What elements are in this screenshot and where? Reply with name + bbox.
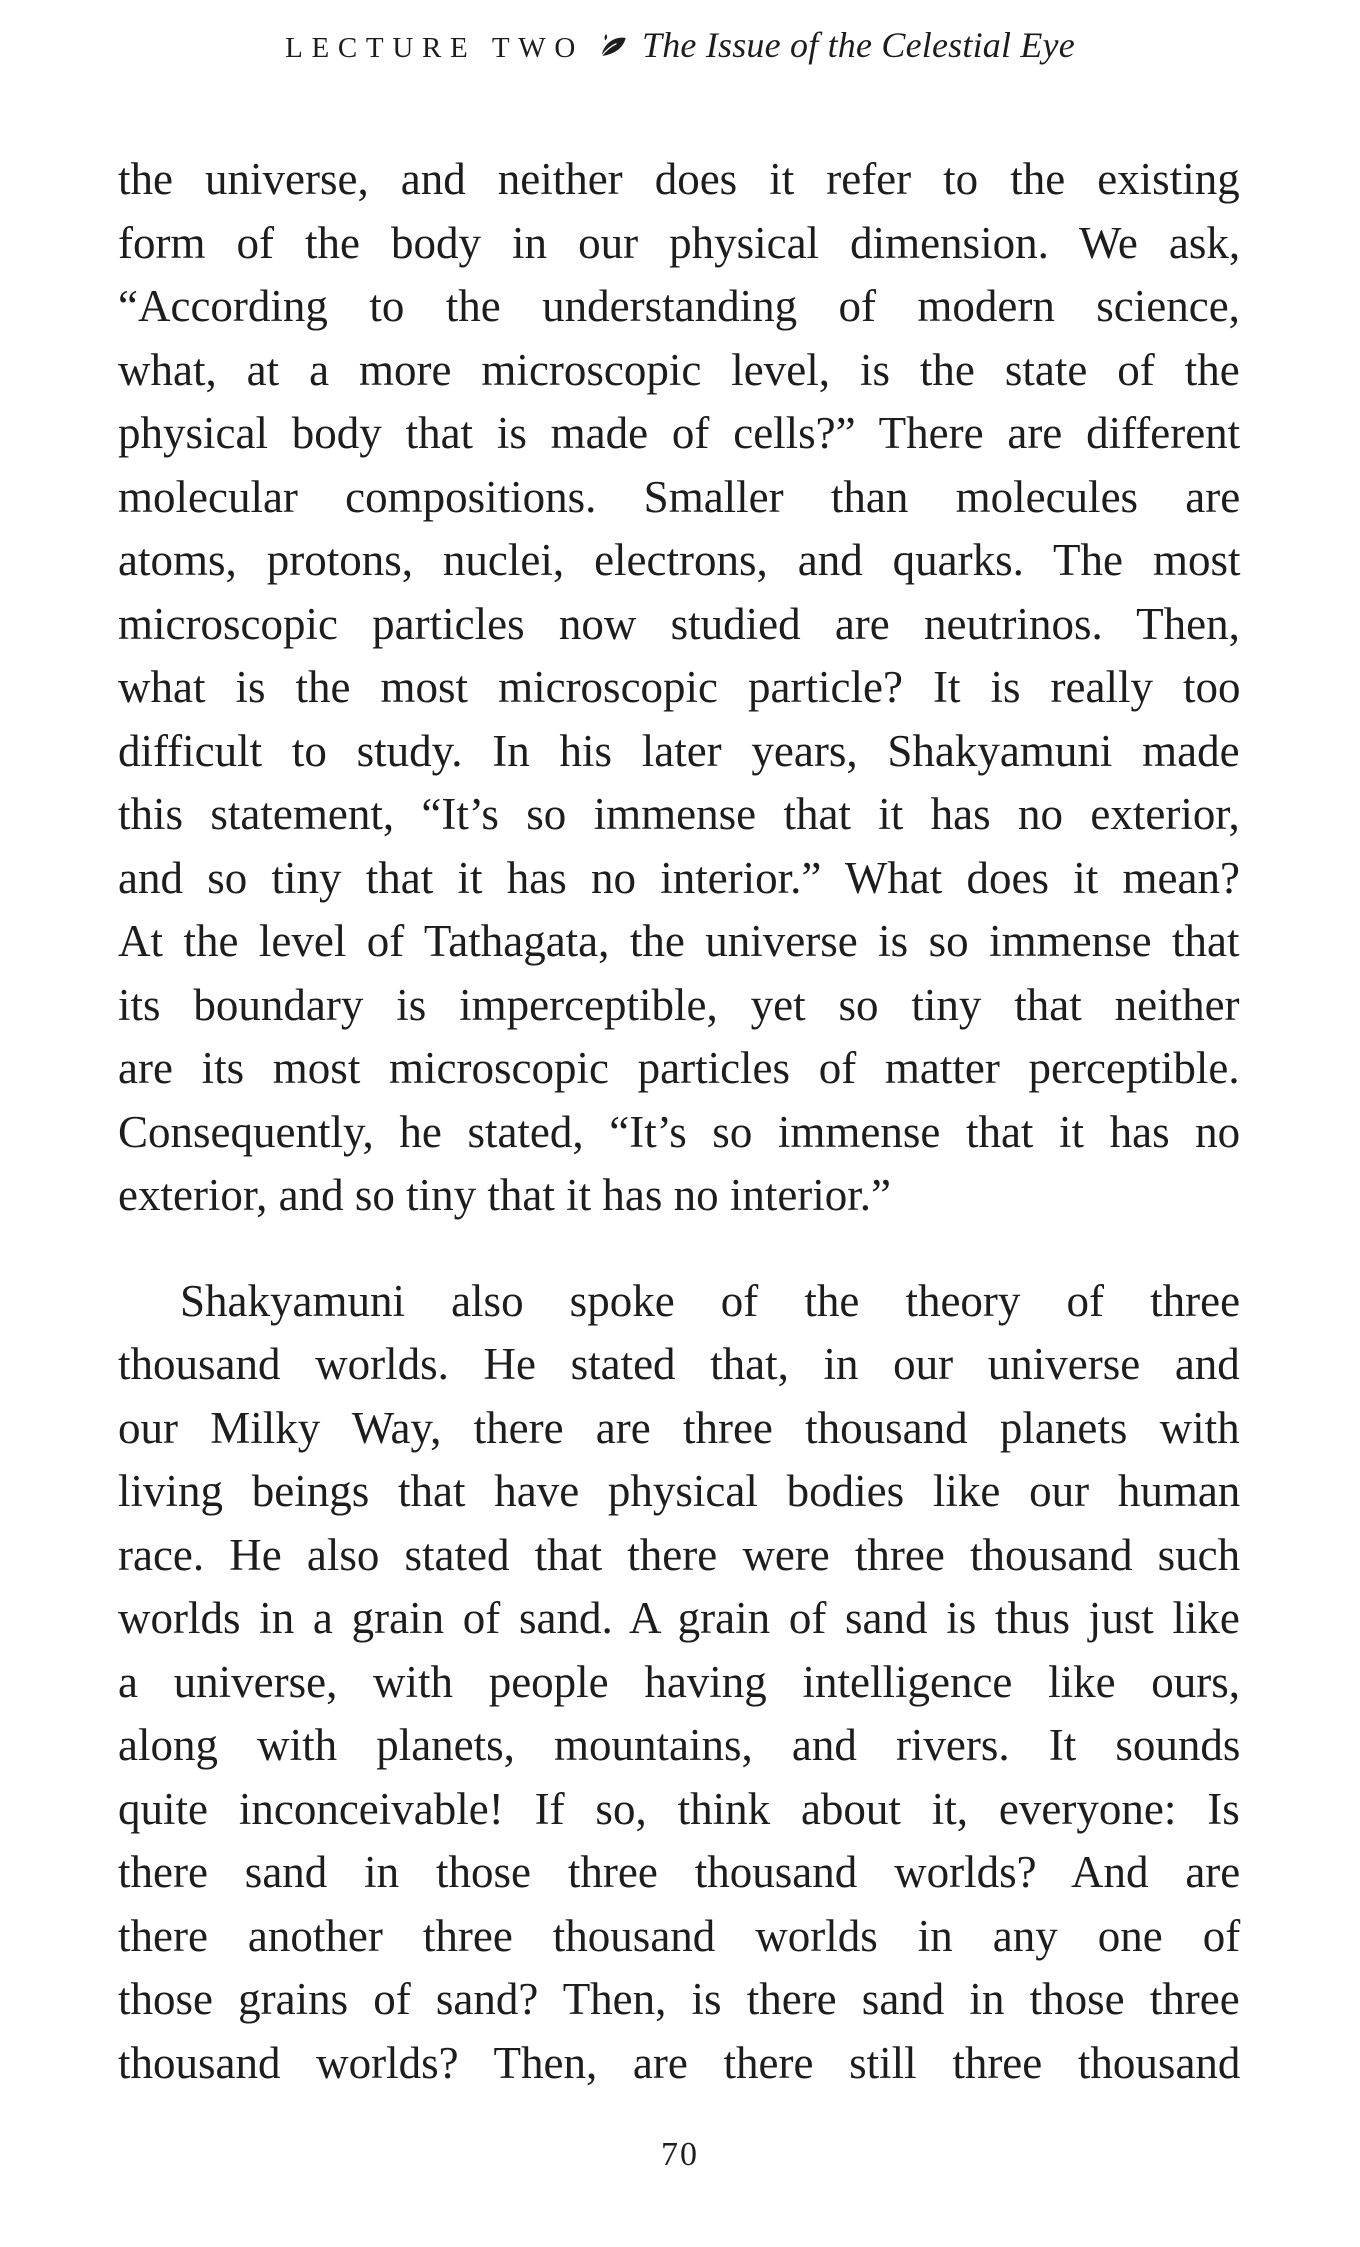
text-line: living beings that have physical bodies like our human [118,1466,1241,1516]
text-line: and so tiny that it has no interior.” What does it mean? [118,852,1240,903]
text-line: what is the most microscopic particle? It is really too [118,662,1241,712]
text-line: along with planets, mountains, and rivers. It sounds [118,1720,1241,1770]
text-line: form of the body in our physical dimension. We ask, [118,217,1241,268]
text-line: difficult to study. In his later years, Shakyamuni made [118,725,1240,776]
text-line: worlds in a grain of sand. A grain of sand is thus just like [118,1593,1240,1643]
lecture-label: LECTURE TWO [285,32,585,64]
body-text [118,148,1240,2095]
text-line: our Milky Way, there are three thousand planets with [118,1402,1240,1453]
text-line: Consequently, he stated, “It’s so immense that it has no [118,1106,1241,1157]
text-line: there sand in those three thousand worlds? And are [118,1847,1241,1897]
text-line: molecular compositions. Smaller than molecules are [118,471,1241,522]
text-line: atoms, protons, nuclei, electrons, and quarks. The most [118,535,1241,585]
text-line: those grains of sand? Then, is there sand in those three [118,1974,1240,2024]
text-line: “According to the understanding of modern science, [118,281,1240,331]
paragraph [118,148,1240,1228]
text-line: physical body that is made of cells?” There are different [118,408,1241,458]
text-line: this statement, “It’s so immense that it has no exterior, [118,789,1240,839]
text-line: Shakyamuni also spoke of the theory of three [180,1275,1241,1326]
text-line: exterior, and so tiny that it has no interior.” [118,1170,892,1220]
running-header [0,24,1360,66]
text-line: thousand worlds. He stated that, in our universe and [118,1339,1240,1389]
text-line: microscopic particles now studied are neutrinos. Then, [118,598,1240,649]
text-line: At the level of Tathagata, the universe is so immense that [118,916,1240,966]
text-line: are its most microscopic particles of matter perceptible. [118,1043,1240,1093]
page-number: 70 [661,2136,699,2173]
chapter-title: The Issue of the Celestial Eye [642,25,1075,65]
text-line: thousand worlds? Then, are there still three thousand [118,2037,1241,2088]
text-line: what, at a more microscopic level, is the state of the [118,344,1240,395]
text-line: the universe, and neither does it refer to the existing [118,154,1240,204]
text-line: there another three thousand worlds in any one of [118,1910,1241,1961]
text-line: race. He also stated that there were three thousand such [118,1529,1241,1580]
text-line: a universe, with people having intelligence like ours, [118,1656,1240,1707]
text-line: its boundary is imperceptible, yet so tiny that neither [118,979,1240,1030]
fleuron-icon [598,31,628,64]
text-line: quite inconceivable! If so, think about it, everyone: Is [118,1783,1240,1834]
paragraph [118,1270,1240,2096]
page-footer [0,2136,1360,2174]
